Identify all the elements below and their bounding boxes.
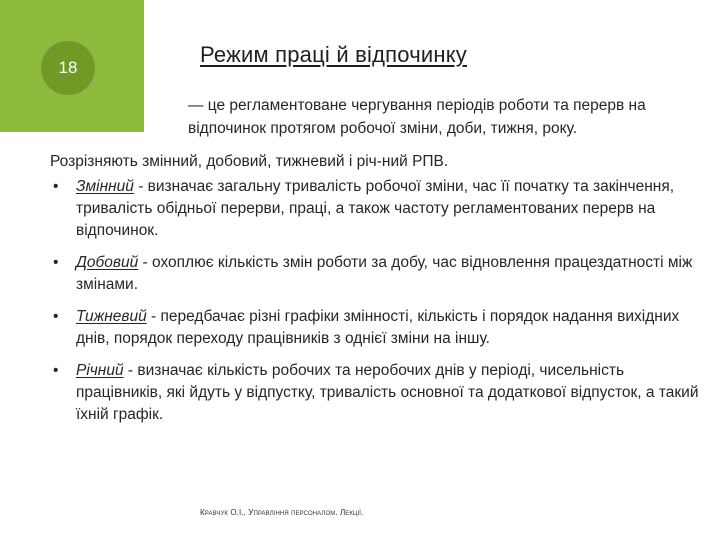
list-item-weekly <box>50 306 700 350</box>
footer-credit: Кравчук О.І., Управління персоналом. Лекції. <box>200 508 364 517</box>
slide-title: Режим праці й відпочинку <box>200 42 467 67</box>
list-item-daily <box>50 252 700 296</box>
bullet-icon: • <box>53 362 59 379</box>
item-description: - охоплює кількість змін роботи за добу, час відновлення працездатності між змінами. <box>76 254 693 293</box>
item-description: - визначає кількість робочих та неробочих днів у періоді, чисельність працівників, які йдуть у відпустку, тривалість основної та додаткової відпусток, а такий їхній графік. <box>76 362 699 423</box>
list-item-annual <box>50 360 700 426</box>
bullet-icon: • <box>53 254 59 271</box>
item-description: - визначає загальну тривалість робочої зміни, час її початку та закінчення, тривалість обідньої перерви, праці, а також частоту регламентованих перерв на відпочинок. <box>76 178 675 239</box>
bullet-list <box>50 176 700 436</box>
definition-text: — це регламентоване чергування періодів роботи та перерв на відпочинок протягом робочої зміни, доби, тижня, року. <box>188 97 646 137</box>
term-label: Тижневий <box>76 308 147 325</box>
slide-number: 18 <box>58 58 78 77</box>
bullet-icon: • <box>53 308 59 325</box>
term-label: Річний <box>76 362 124 379</box>
term-label: Добовий <box>76 254 139 271</box>
term-label: Змінний <box>76 178 134 195</box>
bullet-icon: • <box>53 178 59 195</box>
list-item-shift <box>50 176 700 242</box>
item-description: - передбачає різні графіки змінності, кількість і порядок надання вихідних днів, порядок переходу працівників з однієї зміни на іншу. <box>76 308 680 347</box>
intro-text: Розрізняють змінний, добовий, тижневий і річ-ний РПВ. <box>50 153 449 170</box>
